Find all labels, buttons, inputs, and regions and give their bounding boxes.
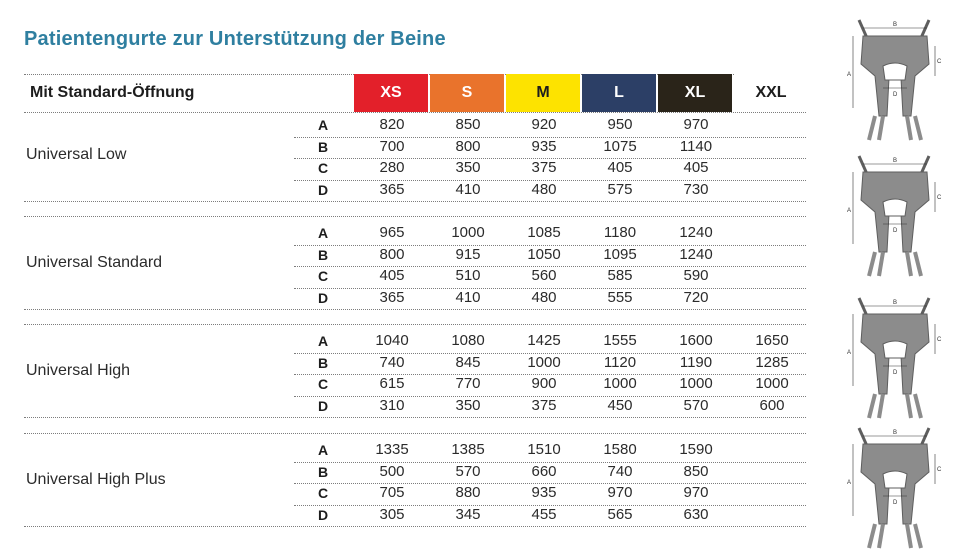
table-cell: 920 [531,116,557,133]
table-cell: 480 [531,180,557,198]
table-cell: 705 [379,484,405,502]
table-cell: 405 [683,159,709,177]
dimension-letter: C [318,485,329,502]
table-cell: 740 [607,462,633,480]
size-header-l: L [582,74,656,112]
label-d: D [893,370,898,376]
label-c: C [937,59,942,65]
row-separator [24,417,806,418]
row-separator [24,201,806,202]
table-cell: 455 [531,505,557,523]
table-cell: 1000 [527,353,561,371]
table-cell: 820 [379,116,405,133]
table-cell: 845 [455,353,481,371]
product-name: Universal High Plus [26,471,166,489]
table-cell: 570 [455,462,481,480]
table-cell: 350 [455,396,481,414]
product-name: Universal High [26,362,131,380]
group-separator [24,324,806,325]
dimension-letter: B [318,354,329,371]
table-cell: 1190 [679,353,713,371]
label-a: A [847,72,852,78]
label-b: B [893,158,898,164]
table-cell: 1140 [679,137,713,155]
table-cell: 365 [379,180,405,198]
table-cell: 730 [683,180,709,198]
label-a: A [847,208,852,214]
table-cell: 1510 [527,441,561,458]
table-cell: 700 [379,137,405,155]
table-cell: 1385 [451,441,485,458]
label-d: D [893,228,898,234]
table-cell: 375 [531,159,557,177]
size-header-m: M [506,74,580,112]
dimension-letter: C [318,376,329,393]
table-cell: 1000 [679,375,713,393]
table-cell: 585 [607,267,633,285]
table-cell: 935 [531,484,557,502]
table-cell: 565 [607,505,633,523]
table-cell: 500 [379,462,405,480]
dimension-letter: A [318,117,329,133]
table-cell: 850 [455,116,481,133]
table-cell: 590 [683,267,709,285]
size-header-xl: XL [658,74,732,112]
table-cell: 410 [455,180,481,198]
dimension-letter: D [318,289,329,306]
table-cell: 965 [379,224,405,241]
dimension-letter: B [318,463,329,480]
dimension-letter: B [318,246,329,263]
label-b: B [893,300,898,306]
table-cell: 1600 [679,332,713,349]
table-cell: 900 [531,375,557,393]
table-cell: 570 [683,396,709,414]
table-cell: 935 [531,137,557,155]
label-c: C [937,195,942,201]
group-separator [24,216,806,217]
table-cell: 555 [607,288,633,306]
product-name: Universal Low [26,146,127,164]
table-cell: 480 [531,288,557,306]
table-cell: 1000 [603,375,637,393]
label-a: A [847,350,852,356]
dimension-letter: A [318,333,329,349]
table-cell: 410 [455,288,481,306]
sling-diagram [845,152,945,280]
dimension-letter: A [318,442,329,458]
table-cell: 915 [455,245,481,263]
table-cell: 365 [379,288,405,306]
dimension-letter: D [318,397,329,414]
table-cell: 1335 [375,441,409,458]
table-cell: 600 [759,396,785,414]
label-b: B [893,430,898,436]
table-cell: 1425 [527,332,561,349]
table-cell: 850 [683,462,709,480]
label-d: D [893,500,898,506]
dimension-letter: D [318,181,329,198]
table-cell: 970 [607,484,633,502]
table-cell: 770 [455,375,481,393]
table-cell: 310 [379,396,405,414]
table-cell: 375 [531,396,557,414]
table-cell: 405 [379,267,405,285]
dimension-letter: A [318,225,329,241]
table-cell: 720 [683,288,709,306]
table-cell: 1000 [755,375,789,393]
table-cell: 1285 [755,353,789,371]
table-cell: 615 [379,375,405,393]
table-cell: 950 [607,116,633,133]
table-cell: 280 [379,159,405,177]
table-cell: 1555 [603,332,637,349]
table-cell: 560 [531,267,557,285]
table-cell: 575 [607,180,633,198]
label-c: C [937,467,942,473]
table-cell: 345 [455,505,481,523]
table-cell: 1120 [603,353,637,371]
table-cell: 1240 [679,224,713,241]
table-cell: 880 [455,484,481,502]
table-cell: 630 [683,505,709,523]
size-header-xxl: XXL [734,74,808,112]
dimension-letter: D [318,506,329,523]
table-cell: 1080 [451,332,485,349]
table-cell: 350 [455,159,481,177]
sling-diagram [845,424,945,552]
table-cell: 450 [607,396,633,414]
label-d: D [893,92,898,98]
table-cell: 1650 [755,332,789,349]
dimension-letter: C [318,160,329,177]
table-cell: 970 [683,116,709,133]
size-header-label: Mit Standard-Öffnung [30,84,195,101]
dimension-letter: C [318,268,329,285]
sling-diagram [845,294,945,422]
table-cell: 1590 [679,441,713,458]
size-header-xs: XS [354,74,428,112]
table-cell: 1085 [527,224,561,241]
product-name: Universal Standard [26,254,163,272]
table-cell: 1050 [527,245,561,263]
table-cell: 1240 [679,245,713,263]
table-cell: 800 [455,137,481,155]
group-separator [24,433,806,434]
row-separator [24,309,806,310]
table-cell: 1000 [451,224,485,241]
label-b: B [893,22,898,28]
sling-diagram [845,16,945,144]
table-cell: 405 [607,159,633,177]
table-cell: 305 [379,505,405,523]
row-separator [24,526,806,527]
table-cell: 660 [531,462,557,480]
label-a: A [847,480,852,486]
table-cell: 740 [379,353,405,371]
page-title: Patientengurte zur Unterstützung der Beine [24,28,446,50]
dotted-line-header [24,112,806,113]
table-cell: 1180 [603,224,637,241]
dimension-letter: B [318,138,329,155]
label-c: C [937,337,942,343]
table-cell: 1095 [603,245,637,263]
size-header-s: S [430,74,504,112]
table-cell: 1040 [375,332,409,349]
table-cell: 1075 [603,137,637,155]
table-cell: 800 [379,245,405,263]
table-cell: 970 [683,484,709,502]
table-cell: 510 [455,267,481,285]
table-cell: 1580 [603,441,637,458]
